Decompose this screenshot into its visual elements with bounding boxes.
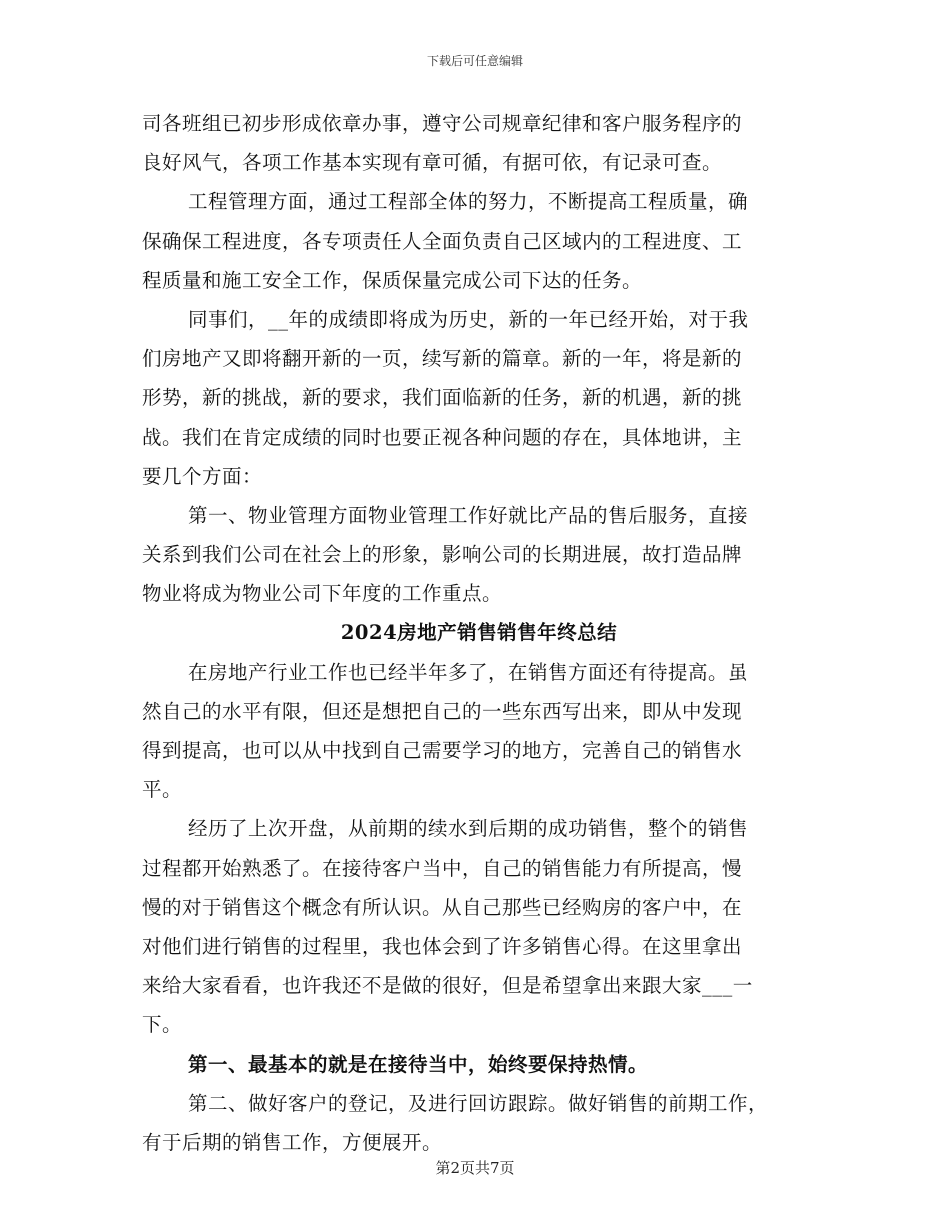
body-line: 们房地产又即将翻开新的一页，续写新的篇章。新的一年，将是新的	[142, 347, 743, 371]
body-line: 来给大家看看，也许我还不是做的很好，但是希望拿出来跟大家___一	[142, 974, 753, 998]
body-line: 战。我们在肯定成绩的同时也要正视各种问题的存在，具体地讲，主	[142, 425, 743, 449]
document-body	[142, 104, 808, 1162]
section-title: 2024房地产销售销售年终总结	[340, 621, 618, 645]
body-line: 保确保工程进度，各专项责任人全面负责自己区域内的工程进度、工	[142, 229, 743, 253]
body-line: 慢的对于销售这个概念有所认识。从自己那些已经购房的客户中，在	[142, 895, 743, 919]
bold-paragraph-line: 第一、最基本的就是在接待当中，始终要保持热情。	[188, 1052, 649, 1076]
body-line: 司各班组已初步形成依章办事，遵守公司规章纪律和客户服务程序的	[142, 112, 743, 135]
paragraph-start-line: 工程管理方面，通过工程部全体的努力，不断提高工程质量，确	[188, 190, 749, 214]
paragraph-start-line: 经历了上次开盘，从前期的续水到后期的成功销售，整个的销售	[188, 817, 749, 841]
body-line: 关系到我们公司在社会上的形象，影响公司的长期进展，故打造品牌	[142, 543, 743, 567]
body-line: 过程都开始熟悉了。在接待客户当中，自己的销售能力有所提高，慢	[142, 856, 743, 880]
body-line: 平。	[142, 778, 183, 802]
body-line: 得到提高，也可以从中找到自己需要学习的地方，完善自己的销售水	[142, 739, 743, 762]
page-number: 第2页共7页	[435, 1159, 515, 1177]
body-line: 对他们进行销售的过程里，我也体会到了许多销售心得。在这里拿出	[142, 934, 743, 958]
paragraph-start-line: 同事们，__年的成绩即将成为历史，新的一年已经开始，对于我	[188, 307, 749, 331]
paragraph-start-line: 在房地产行业工作也已经半年多了，在销售方面还有待提高。虽	[188, 660, 749, 684]
body-line: 良好风气，各项工作基本实现有章可循，有据可依，有记录可查。	[142, 151, 723, 175]
body-line: 形势，新的挑战，新的要求，我们面临新的任务，新的机遇，新的挑	[142, 386, 743, 410]
body-line: 下。	[142, 1013, 183, 1037]
body-line: 程质量和施工安全工作，保质保量完成公司下达的任务。	[142, 268, 643, 292]
body-line: 物业将成为物业公司下年度的工作重点。	[142, 582, 503, 606]
paragraph-start-line: 第一、物业管理方面物业管理工作好就比产品的售后服务，直接	[188, 503, 749, 527]
paragraph-start-line: 第二、做好客户的登记，及进行回访跟踪。做好销售的前期工作，	[188, 1091, 769, 1115]
body-line: 然自己的水平有限，但还是想把自己的一些东西写出来，即从中发现	[142, 699, 743, 723]
body-line: 要几个方面：	[142, 464, 263, 488]
body-line: 有于后期的销售工作，方便展开。	[142, 1130, 443, 1154]
page-header: 下载后可任意编辑	[426, 54, 523, 68]
